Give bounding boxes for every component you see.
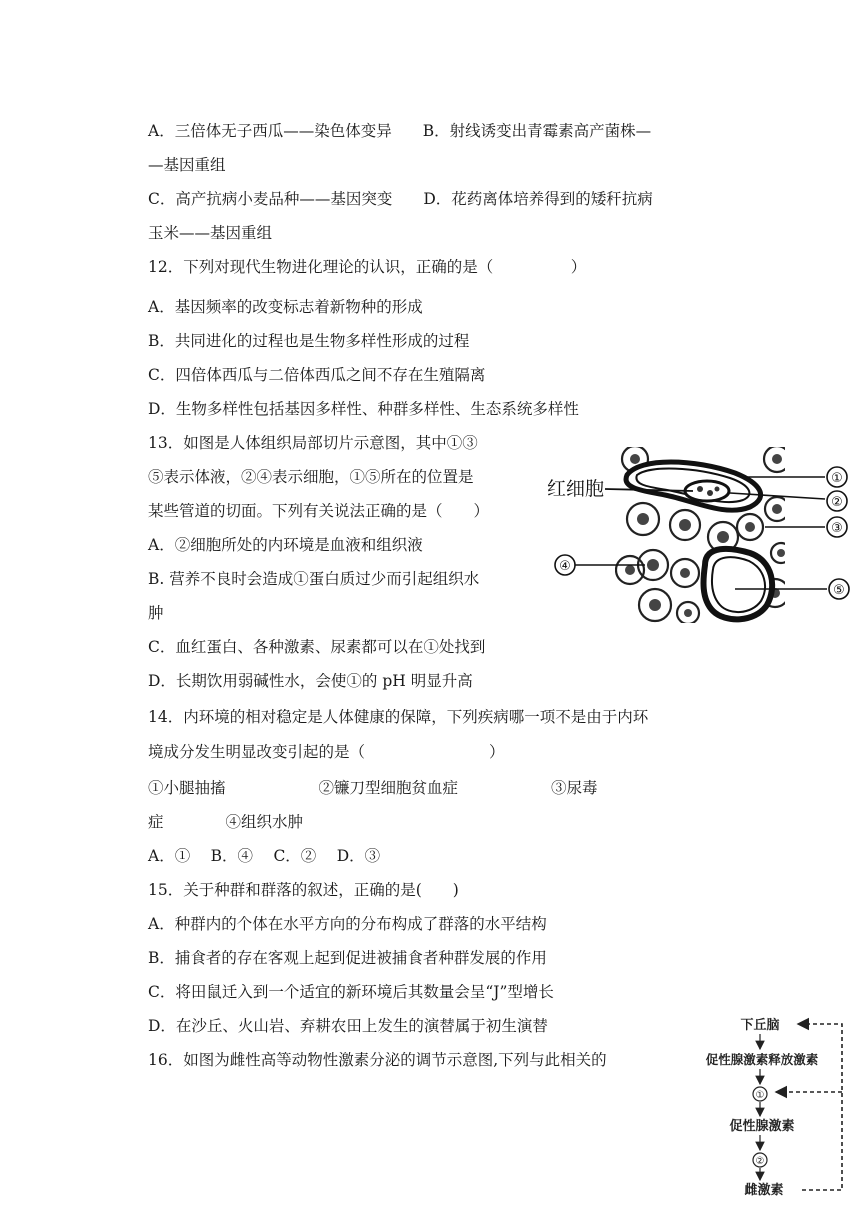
option-11a-11b: A．三倍体无子西瓜——染色体变异 B．射线诱变出青霉素高产菌株— [148,122,652,140]
marker-2: ② [831,495,843,510]
option-15b: B．捕食者的存在客观上起到促进被捕食者种群发展的作用 [148,949,547,967]
rbc-label: 红细胞 [547,478,605,500]
hypothalamus-label: 下丘脑 [740,1018,780,1033]
question-13-line2: ⑤表示体液，②④表示细胞，①⑤所在的位置是 [148,468,474,486]
question-14-line1: 14．内环境的相对稳定是人体健康的保障，下列疾病哪一项不是由于内环 [148,708,649,726]
marker-4: ④ [559,559,571,574]
option-15c: C．将田鼠迁入到一个适宜的新环境后其数量会呈“J”型增长 [148,983,554,1001]
tissue-box [615,446,791,624]
option-11b-cont: —基因重组 [148,156,226,174]
lymph-vessel [703,549,772,619]
tissue-section-figure [545,445,855,627]
option-12d: D．生物多样性包括基因多样性、种群多样性、生态系统多样性 [148,400,579,418]
gonadotropin-label: 促性腺激素 [729,1119,795,1134]
question-14-line2: 境成分发生明显改变引起的是（ ） [148,743,505,761]
option-11d-cont: 玉米——基因重组 [148,224,273,242]
option-11c-11d: C．高产抗病小麦品种——基因突变 D．花药离体培养得到的矮秆抗病 [148,190,653,208]
question-14-items-cont: 症 ④组织水肿 [148,813,304,831]
option-13b-cont: 肿 [148,604,164,622]
question-15: 15．关于种群和群落的叙述，正确的是( ) [148,881,459,899]
question-12: 12．下列对现代生物进化理论的认识，正确的是（ ） [148,258,587,276]
option-13c: C．血红蛋白、各种激素、尿素都可以在①处找到 [148,638,486,656]
marker-3: ③ [831,521,843,536]
option-13d: D．长期饮用弱碱性水，会使①的 pH 明显升高 [148,672,473,690]
question-13-line3: 某些管道的切面。下列有关说法正确的是（ ） [148,502,490,520]
marker-1: ① [831,471,843,486]
node-1: ① [755,1090,765,1101]
option-13a: A．②细胞所处的内环境是血液和组织液 [148,536,423,554]
node-2: ② [755,1156,765,1167]
option-12a: A．基因频率的改变标志着新物种的形成 [148,298,423,316]
option-13b: B. 营养不良时会造成①蛋白质过少而引起组织水 [148,570,480,588]
question-16: 16．如图为雌性高等动物性激素分泌的调节示意图,下列与此相关的 [148,1051,607,1069]
option-15a: A．种群内的个体在水平方向的分布构成了群落的水平结构 [148,915,547,933]
question-14-items: ①小腿抽搐 ②镰刀型细胞贫血症 ③尿毒 [148,779,598,797]
marker-5: ⑤ [833,583,845,598]
estrogen-label: 雌激素 [744,1183,784,1198]
gnrh-label: 促性腺激素释放激素 [705,1052,819,1067]
option-15d: D．在沙丘、火山岩、弃耕农田上发生的演替属于初生演替 [148,1017,548,1035]
feedback-arrows [776,1024,842,1190]
question-13-line1: 13．如图是人体组织局部切片示意图，其中①③ [148,434,478,452]
option-12b: B．共同进化的过程也是生物多样性形成的过程 [148,332,470,350]
option-12c: C．四倍体西瓜与二倍体西瓜之间不存在生殖隔离 [148,366,486,384]
hormone-regulation-figure [680,1012,858,1202]
question-14-options: A．① B．④ C．② D．③ [148,847,381,865]
